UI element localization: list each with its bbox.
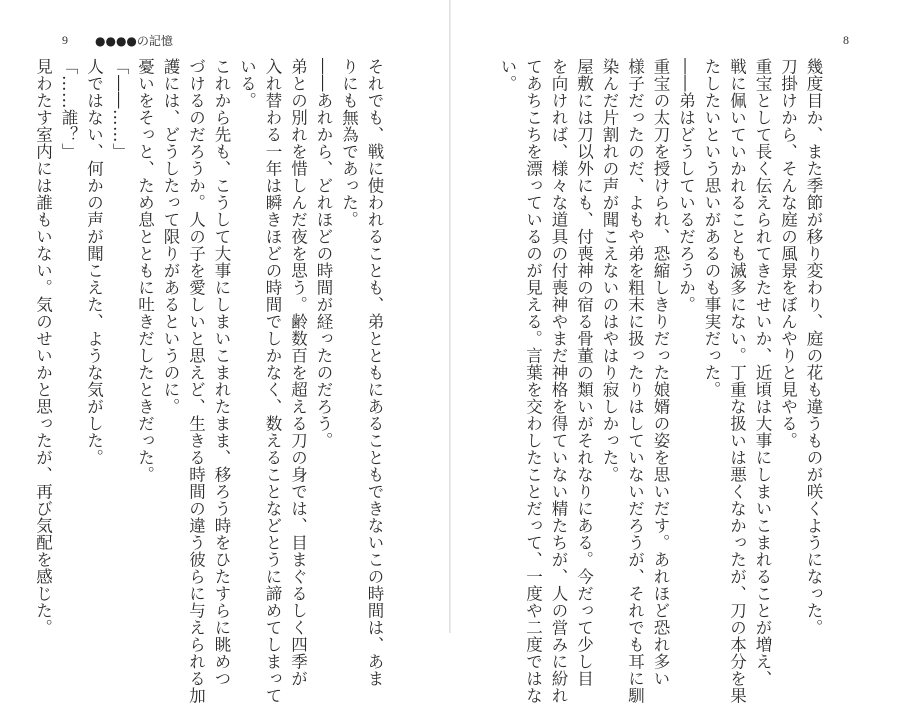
text-line: い。 <box>498 58 517 92</box>
right-page <box>451 0 900 704</box>
text-line: づけるのだろうか。人の子を愛しいと思えど、生きる時間の違う彼らに与えられる加 <box>186 58 206 704</box>
text-line: 刀掛けから、そんな庭の風景をぼんやりと見やる。 <box>778 58 798 449</box>
text-line: 屋敷には刀以外にも、付喪神の宿る骨董の類いがそれなりにある。今だって少し目 <box>574 58 594 687</box>
text-line: 「……誰？」 <box>59 58 78 160</box>
text-line: ――あれから、どれほどの時間が経ったのだろう。 <box>314 58 333 449</box>
text-line: これから先も、こうして大事にしまいこまれたまま、移ろう時をひたすらに眺めつ <box>212 58 231 687</box>
text-line: りにも無為であった。 <box>339 58 359 228</box>
text-line: 入れ替わる一年は瞬きほどの時間でしかなく、数えることなどとうに諦めてしまって <box>263 58 282 704</box>
text-line: 重宝の太刀を授けられ、恐縮しきりだった娘婿の姿を思いだす。あれほど恐れ多い <box>651 58 670 687</box>
text-line: それでも、戦に使われることも、弟とともにあることもできないこの時間は、あま <box>365 58 384 687</box>
text-line: 見わたす室内には誰もいない。気のせいかと思ったが、再び気配を感じた。 <box>33 58 53 636</box>
text-line: 憂いをそっと、ため息とともに吐きだしたときだった。 <box>135 58 155 483</box>
text-line: 護には、どうしたって限りがあるというのに。 <box>161 58 180 415</box>
text-line: 様子だったのだ、よもや弟を粗末に扱ったりはしていないだろうが、それでも耳に馴 <box>625 58 645 704</box>
left-page <box>0 0 449 704</box>
text-line: 人ではない、何かの声が聞こえた、ような気がした。 <box>84 58 104 466</box>
text-line: を向ければ、様々な道具の付喪神やまだ神格を得ていない精たちが、人の営みに紛れ <box>549 58 568 704</box>
text-line: 「――……」 <box>110 58 129 160</box>
text-line: てあちこちを漂っているのが見える。言葉を交わしたことだって、一度や二度ではな <box>523 58 543 704</box>
page-number: 9 <box>62 33 68 47</box>
body-text <box>30 58 387 704</box>
running-head: ●●●●の記憶 <box>95 34 173 48</box>
text-line: ――弟はどうしているだろうか。 <box>676 58 696 313</box>
text-line: 弟との別れを惜しんだ夜を思う。齢数百を超える刀の身では、目まぐるしく四季が <box>288 58 308 687</box>
text-line: 重宝として長く伝えられてきたせいか、近頃は大事にしまいこまれることが増え、 <box>753 58 772 687</box>
text-line: 戦に佩いていかれることも滅多にない。丁重な扱いは悪くなかったが、刀の本分を果 <box>727 58 747 704</box>
body-text <box>495 58 827 704</box>
page-number: 8 <box>843 33 849 47</box>
text-line: たしたいという思いがあるのも事実だった。 <box>702 58 721 398</box>
text-line: 幾度目か、また季節が移り変わり、庭の花も違うものが咲くようになった。 <box>804 58 823 636</box>
text-line: いる。 <box>237 58 257 109</box>
text-line: 染んだ片割れの声が聞こえないのはやはり寂しかった。 <box>600 58 619 483</box>
